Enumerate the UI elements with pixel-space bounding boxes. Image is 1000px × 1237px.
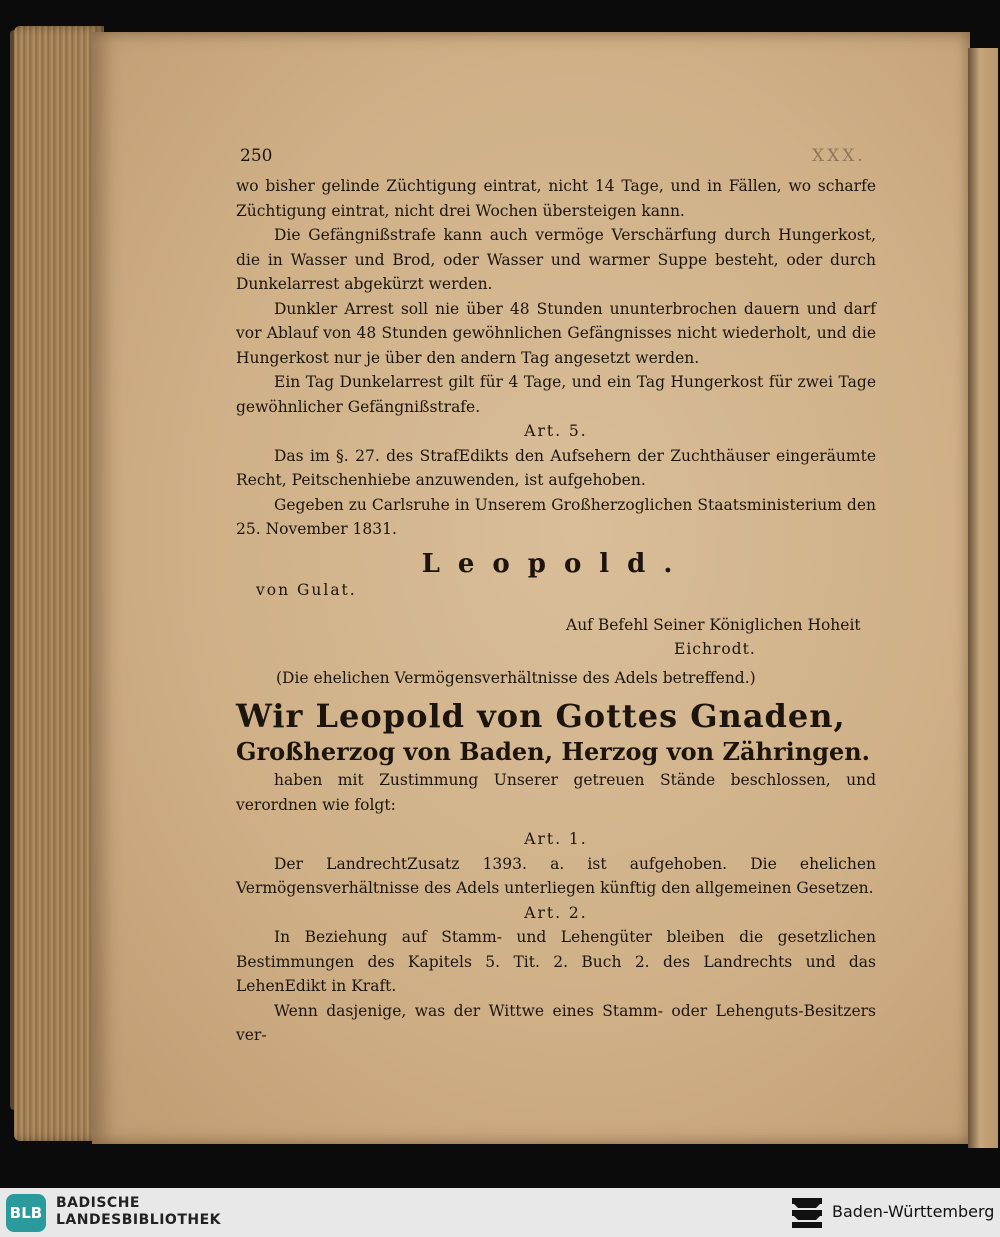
decree-subheading: Großherzog von Baden, Herzog von Zähringen. bbox=[236, 737, 871, 766]
article-heading: Art. 2. bbox=[524, 903, 588, 922]
law-subject: (Die ehelichen Vermögensverhältnisse des Adels betreffend.) bbox=[276, 668, 756, 687]
page-text bbox=[236, 140, 876, 1048]
paragraph: Der LandrechtZusatz 1393. a. ist aufgehoben. Die ehelichen Vermögensverhältnisse des Adels unterliegen künftig den allgemeinen Gesetzen. bbox=[236, 854, 876, 897]
article-heading: Art. 1. bbox=[524, 830, 588, 848]
library-name[interactable] bbox=[56, 1195, 221, 1229]
paragraph: In Beziehung auf Stamm- und Lehengüter bleiben die gesetzlichen Bestimmungen des Kapitels 5. Tit. 2. Buch 2. des Landrechts und das LehenEdikt in Kraft. bbox=[236, 928, 876, 995]
paragraph: Ein Tag Dunkelarrest gilt für 4 Tage, und ein Tag Hungerkost für zwei Tage gewöhnlicher Gefängnißstrafe. bbox=[236, 373, 876, 416]
facing-page-edge bbox=[968, 48, 998, 1148]
library-name-line1: BADISCHE bbox=[56, 1195, 140, 1211]
paragraph: Wenn dasjenige, was der Wittwe eines Stamm- oder Lehenguts-Besitzers ver- bbox=[236, 1001, 876, 1044]
decree-heading: Wir Leopold von Gottes Gnaden, bbox=[236, 697, 846, 735]
article-heading: Art. 5. bbox=[524, 422, 588, 440]
state-name[interactable]: Baden-Württemberg bbox=[832, 1202, 995, 1221]
signature-order-line: Auf Befehl Seiner Königlichen Hoheit bbox=[566, 615, 861, 634]
paragraph: Dunkler Arrest soll nie über 48 Stunden ununterbrochen dauern und darf vor Ablauf von 48 Stunden gewöhnlichen Gefängnisses nicht wiederholt, und die Hungerkost nur je über den andern Tag angesetzt werden. bbox=[236, 299, 876, 367]
running-head: XXX. bbox=[812, 146, 866, 166]
viewer-footer bbox=[0, 1188, 1000, 1237]
paragraph: Gegeben zu Carlsruhe in Unserem Großherzoglichen Staatsministerium den 25. November 1831. bbox=[236, 495, 876, 538]
blb-logo[interactable]: BLB bbox=[6, 1194, 46, 1232]
paragraph: haben mit Zustimmung Unserer getreuen Stände beschlossen, und verordnen wie folgt: bbox=[236, 771, 876, 814]
paragraph: Das im §. 27. des StrafEdikts den Aufsehern der Zuchthäuser eingeräumte Recht, Peitschenhiebe anzuwenden, ist aufgehoben. bbox=[236, 446, 876, 489]
page-number: 250 bbox=[240, 146, 273, 166]
paragraph: Die Gefängnißstrafe kann auch vermöge Verschärfung durch Hungerkost, die in Wasser und Brod, oder Wasser und warmer Suppe besteht, oder durch Dunkelarrest abgekürzt werden. bbox=[236, 226, 876, 293]
paragraph: wo bisher gelinde Züchtigung eintrat, nicht 14 Tage, und in Fällen, wo scharfe Züchtigung eintrat, nicht drei Wochen übersteigen kann. bbox=[236, 177, 876, 220]
page-edges bbox=[14, 26, 104, 1141]
lions-coat-of-arms-icon[interactable] bbox=[790, 1194, 824, 1232]
signature-leopold: Leopold. bbox=[421, 548, 691, 579]
library-name-line2: LANDESBIBLIOTHEK bbox=[56, 1212, 222, 1228]
signature-gulat: von Gulat. bbox=[256, 581, 357, 599]
signature-eichrodt: Eichrodt. bbox=[674, 640, 756, 658]
